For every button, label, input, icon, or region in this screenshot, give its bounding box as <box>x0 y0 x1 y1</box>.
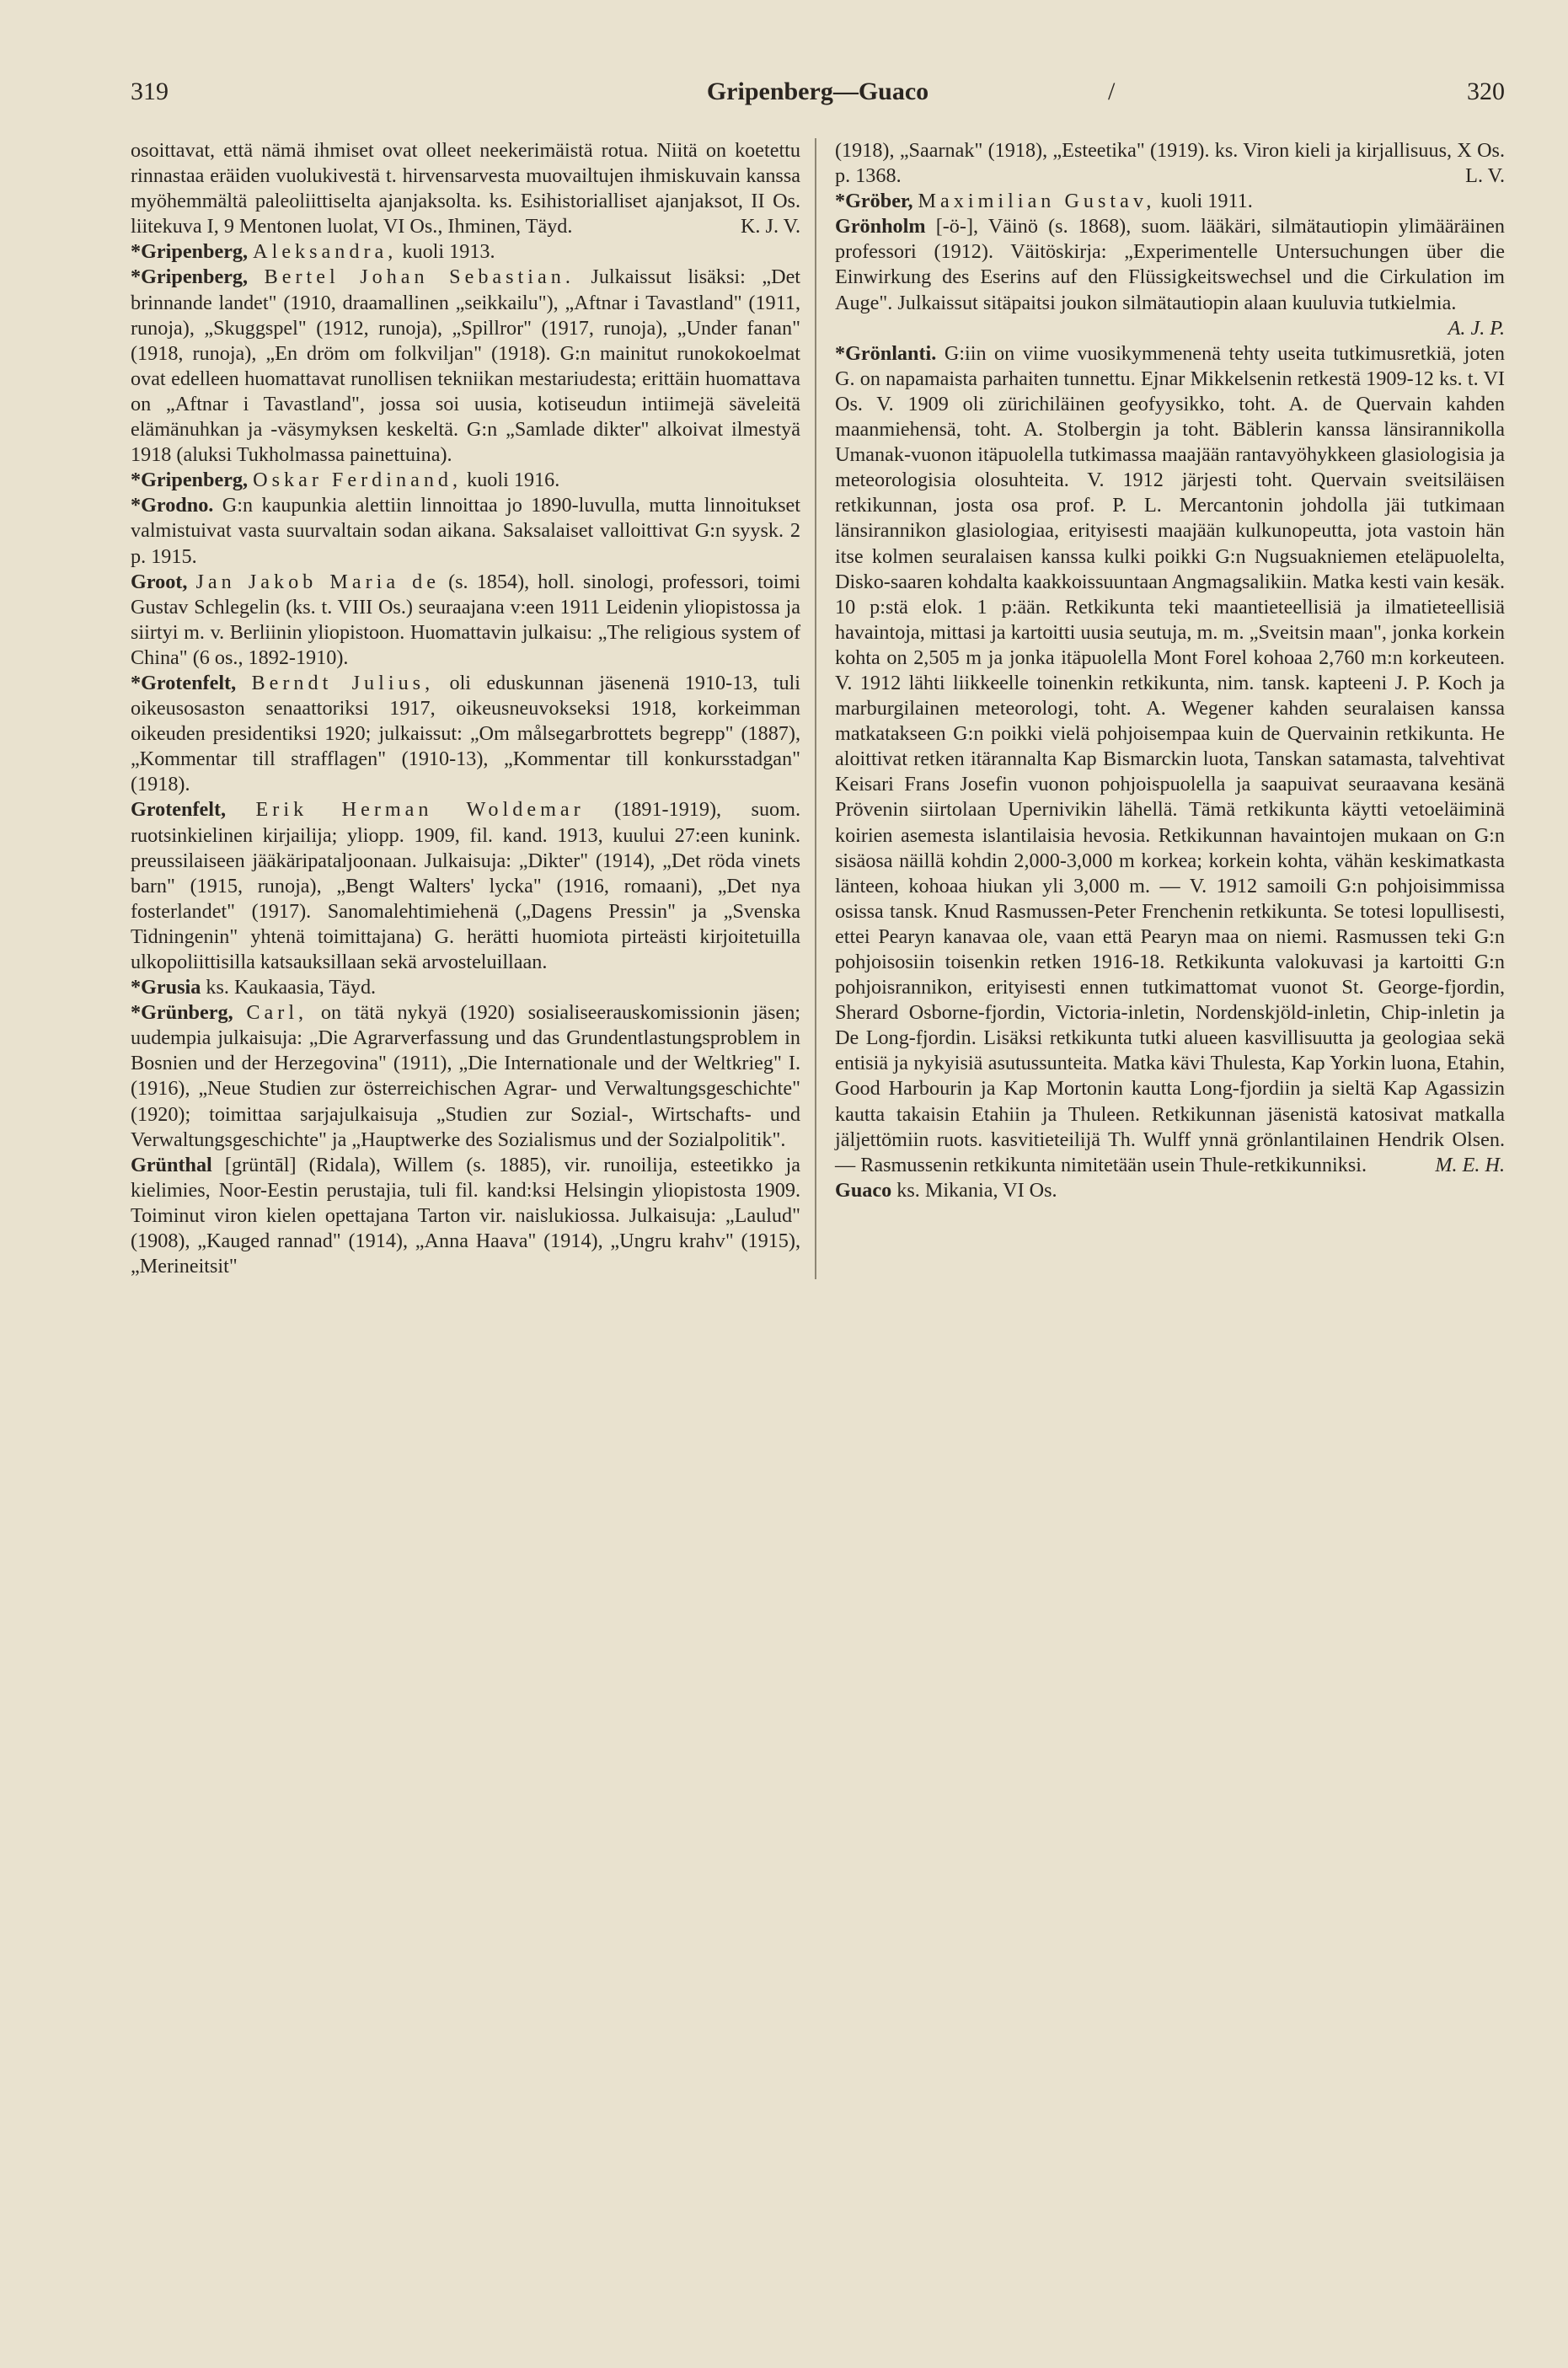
entry-headword: *Gröber, <box>835 190 913 213</box>
entry-headword: *Gripenberg, <box>131 240 249 264</box>
entry-headword: *Grodno. <box>131 494 214 517</box>
encyclopedia-entry <box>131 468 800 493</box>
author-signature: M. E. H. <box>1435 1153 1505 1176</box>
page-header <box>131 78 1505 128</box>
two-column-body <box>131 138 1505 1279</box>
encyclopedia-entry <box>131 797 800 975</box>
entry-name-spaced: Berndt Julius, <box>251 671 435 694</box>
entry-text: kuoli 1916. <box>467 469 560 492</box>
continued-text <box>131 138 800 239</box>
encyclopedia-entry <box>131 975 800 1000</box>
encyclopedia-entry <box>835 1178 1505 1203</box>
entry-name-spaced: Carl, <box>246 1001 308 1025</box>
entry-headword: *Grünberg, <box>131 1001 233 1025</box>
encyclopedia-entry <box>835 189 1505 214</box>
entry-headword: Grünthal <box>131 1153 212 1176</box>
entry-text: G:n kaupunkia alettiin linnoittaa jo 1890-luvulla, mutta linnoitukset valmistuivat vasta suurvaltain sodan aikana. Saksalaiset valloittivat G:n syysk. 2 p. 1915. <box>131 494 801 568</box>
column-divider <box>815 138 816 1279</box>
entry-headword: *Grusia <box>131 976 201 999</box>
header-slash-mark: / <box>1108 78 1116 105</box>
encyclopedia-entry <box>835 214 1505 340</box>
entry-name-spaced: Bertel Johan Sebastian. <box>264 265 575 289</box>
entry-text: [-ö-], Väinö (s. 1868), suom. lääkäri, silmätautiopin ylimääräinen professori (1912). Väitöskirja: „Experimentelle Untersuchungen über die Einwirkung des Eserins auf den Flüssigkeitswechsel und die Cirkulation im Auge". Julkaissut sitäpaitsi joukon silmätautiopin alaan kuuluvia tutkielmia. <box>835 215 1505 314</box>
entry-text: (s. 1854), holl. sinologi, professori, toimi Gustav Schlegelin (ks. t. VIII Os.) seuraajana v:een 1911 Leidenin yliopistossa ja siirtyi m. v. Berliinin yliopistoon. Huomattavin julkaisu: „The religious system of China" (6 os., 1892-1910). <box>131 570 801 669</box>
entry-name-spaced: Oskar Ferdinand, <box>253 469 463 492</box>
entry-headword: Guaco <box>835 1178 892 1202</box>
entry-headword: *Gripenberg, <box>131 265 249 289</box>
encyclopedia-entry <box>131 1153 800 1279</box>
entry-headword: Grotenfelt, <box>131 798 227 822</box>
entry-text: (1918), „Saarnak" (1918), „Esteetika" (1919). ks. Viron kieli ja kirjallisuus, X Os. p. 1368. <box>835 139 1505 188</box>
encyclopedia-entry <box>131 239 800 265</box>
entry-name-spaced: Aleksandra, <box>253 240 398 264</box>
entry-headword: Grönholm <box>835 215 926 238</box>
encyclopedia-entry <box>835 341 1505 1178</box>
encyclopedia-entry <box>131 493 800 569</box>
left-column <box>131 138 800 1279</box>
entry-text: [grüntāl] (Ridala), Willem (s. 1885), vir. runoilija, esteetikko ja kielimies, Noor-Eestin perustajia, tuli fil. kand:ksi Helsingin yliopistosta 1909. Toiminut viron kielen opettajana Tarton vir. naislukiossa. Julkaisuja: „Laulud" (1908), „Kauged rannad" (1914), „Anna Haava" (1914), „Ungru krahv" (1915), „Merineitsit" <box>131 1153 800 1278</box>
entry-text: G:iin on viime vuosikymmenenä tehty useita tutkimusretkiä, joten G. on napamaista parhaiten tunnettu. Ejnar Mikkelsenin retkestä 1909-12 ks. t. VI Os. V. 1909 oli zürichiläinen geofyysikko, toht. A. de Quervain kahden maanmiehensä, toht. A. Stolbergin ja toht. Bäblerin kanssa länsirannikolla Umanak-vuonon itäpuolella tutkimassa maajään rantavyöhykkeen glasiologisia ja meteorologisia olosuhteita. V. 1912 järjesti toht. Quervain sveitsiläisen retkikunnan, josta osa prof. P. L. Mercantonin johdolla jäi tutkimaan länsirannikon glasiologiaa, erityisesti maajään kulkunopeutta, jota vastoin hän itse kolmen seuralaisen kanssa kulki poikki G:n Nugsuakniemen eteläpuolelta, Disko-saaren kohdalta kaakkoissuuntaan Angmagsalikiin. Matka kesti vain kesäk. 10 p:stä elok. 1 p:ään. Retkikunta teki maantieteellisiä ja ilmatieteellisiä havaintoja, mittasi ja kartoitti uusia seutuja, m. m. „Sveitsin maan", jonka korkein kohta on 2,505 m ja jonka itäpuolella Mont Forel kohoaa 2,760 m:n korkeuteen. V. 1912 lähti liikkeelle toinenkin retkikunta, nim. tansk. kapteeni J. P. Koch ja marburgilainen meteorologi, toht. A. Wegener kahden seuralaisen kanssa matkatakseen G:n poikki vielä pohjoisempaa kuin de Quervainin retkikunta. He aloittivat retken itärannalta Kap Bismarckin luota, Tanskan satamasta, talvehtivat Keisari Frans Josefin vuonon pohjoispuolella ja saapuivat seuraavana kesänä Prövenin siirtolaan Upernivikin lähellä. Tämä retkikunta käytti vetoeläiminä koirien asemesta islantilaisia hevosia. Retkikunnan havaintojen mukaan on G:n sisäosa näillä kohdin 2,000-3,000 m korkea; korkein kohta, vähän keskimatkasta länteen, kohoaa hiukan yli 3,000 m. — V. 1912 samoili G:n pohjoisimmissa osissa tansk. Knud Rasmussen-Peter Frenchenin retkikunta. Se totesi lopullisesti, ettei Pearyn kanavaa ole, vaan että Pearyn maa on niemi. Rasmussen teki G:n pohjoisosiin toisenkin retken 1916-18. Retkikunta valokuvasi ja kartoitti G:n pohjoisrannikon, erityisesti ennen tutkimattomat vuonot St. George-fjordin, Sherard Osborne-fjordin, Victoria-inletin, Nordenskjöld-inletin, Chip-inletin ja De Long-fjordin. Lisäksi retkikunta tutki alueen kasvillisuutta ja geologiaa sekä entisiä ja nykyisiä asutussunteita. Matka kävi Thulesta, Kap Yorkin luona, Etahin, Good Harbourin ja Kap Mortonin kautta Long-fjordiin ja sieltä Kap Agassizin kautta takaisin Etahiin ja Thuleen. Retkikunnan jäsenistä katosivat matkalla jäljettömiin ruots. kasvitieteilijä Th. Wulff ynnä grönlantilainen Hendrik Olsen. — Rasmussenin retkikunta nimitetään usein Thule-retkikunniksi. <box>835 341 1505 1176</box>
entry-text: (1891-1919), suom. ruotsinkielinen kirjailija; yliopp. 1909, fil. kand. 1913, kuului 27:een kunink. preussilaiseen jääkäripataljoonaan. Julkaisuja: „Dikter" (1914), „Det röda vinets barn" (1915, runoja), „Bengt Walters' lycka" (1916, romaani), „Det nya fosterlandet" (1917). Sanomalehtimiehenä („Dagens Pressin" ja „Svenska Tidningenin" yhtenä toimittajana) G. herätti huomiota pirteästi kirjoitetuilla ulkopoliittisilla katsauksillaan sekä arvosteluillaan. <box>131 798 800 973</box>
encyclopedia-entry <box>131 265 800 468</box>
entry-text: on tätä nykyä (1920) sosialiseerauskomissionin jäsen; uudempia julkaisuja: „Die Agrarverfassung und das Grundentlastungsproblem in Bosnien und der Herzegovina" (1911), „Die Internationale und der Weltkrieg" I. (1916), „Neue Studien zur österreichischen Agrar- und Verwaltungsgeschichte" (1920); toimittaa sarjajulkaisuja „Studien zur Sozial-, Wirtschafts- und Verwaltungsgeschichte" ja „Hauptwerke des Sozialismus und der Sozialpolitik". <box>131 1001 801 1151</box>
entry-text: kuoli 1911. <box>1160 190 1253 213</box>
author-signature: A. J. P. <box>1448 316 1505 340</box>
entry-text: ks. Kaukaasia, Täyd. <box>206 976 377 999</box>
author-signature: L. V. <box>1465 164 1505 188</box>
entry-name-spaced: Jan Jakob Maria de <box>195 570 440 593</box>
entry-text: Julkaissut lisäksi: „Det brinnande landet" (1910, draamallinen „seikkailu"), „Aftnar i Tavastland" (1911, runoja), „Skuggspel" (1912, runoja), „Spillror" (1917, runoja), „Under fanan" (1918, runoja), „En dröm om folkviljan" (1918). G:n mainitut runokokoelmat ovat edelleen huomattavat runollisen tekniikan mestariudesta; erittäin huomattava on „Aftnar i Tavastland", jossa soi uusia, kotiseudun intiimejä säveleitä elämänuhkan ja -väsymyksen keskeltä. G:n „Samlade dikter" alkoivat ilmestyä 1918 (aluksi Tukholmassa painettuina). <box>131 265 801 467</box>
running-title: Gripenberg—Guaco <box>706 78 929 105</box>
page-number-right: 320 <box>1467 78 1505 105</box>
right-column <box>835 138 1505 1279</box>
entry-headword: *Gripenberg, <box>131 469 249 492</box>
entry-text: osoittavat, että nämä ihmiset ovat olleet neekerimäistä rotua. Niitä on koetettu rinnastaa eräiden vuolukivestä t. hirvensarvesta muovailtujen ihmiskuvain kanssa myöhemmältä paleoliittiselta ajanjaksolta. ks. Esihistorialliset ajanjaksot, II Os. liitekuva I, 9 Mentonen luolat, VI Os., Ihminen, Täyd. <box>131 139 800 238</box>
entry-name-spaced: Erik Herman Woldemar <box>255 798 585 822</box>
entry-text: oli eduskunnan jäsenenä 1910-13, tuli oikeusosaston senaattoriksi 1917, oikeusneuvokseksi 1918, korkeimman oikeuden presidentiksi 1920; julkaissut: „Om målsegarbrottets begrepp" (1887), „Kommentar till strafflagen" (1910-13), „Kommentar till konkursstadgan" (1918). <box>131 671 801 796</box>
entry-name-spaced: Maximilian Gustav, <box>918 190 1156 213</box>
entry-headword: Groot, <box>131 570 188 593</box>
entry-headword: *Grönlanti. <box>835 341 937 365</box>
entry-headword: *Grotenfelt, <box>131 671 237 694</box>
entry-text: ks. Mikania, VI Os. <box>896 1178 1057 1202</box>
encyclopedia-entry <box>131 671 800 797</box>
encyclopedia-entry <box>131 570 800 671</box>
continued-text <box>835 138 1505 189</box>
entry-text: kuoli 1913. <box>402 240 495 264</box>
author-signature: K. J. V. <box>740 215 800 238</box>
page-number-left: 319 <box>131 78 169 105</box>
encyclopedia-entry <box>131 1000 800 1153</box>
